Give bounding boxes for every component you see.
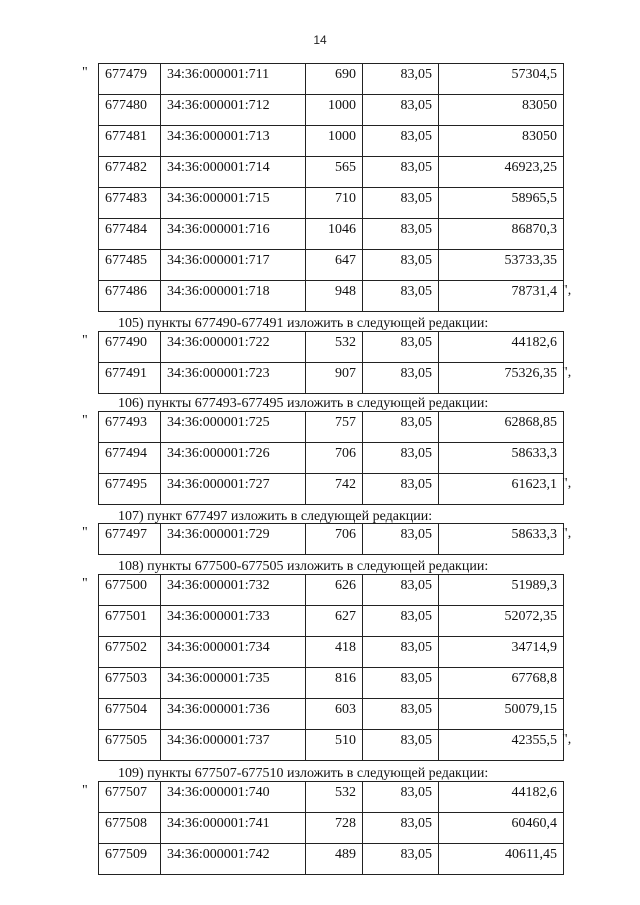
amount-cell: 61623,1 <box>439 474 564 505</box>
area-cell: 510 <box>306 730 363 761</box>
rate-cell: 83,05 <box>363 250 439 281</box>
cadastral-number-cell: 34:36:000001:734 <box>161 637 306 668</box>
cadastral-number-cell: 34:36:000001:736 <box>161 699 306 730</box>
amount-cell: 50079,15 <box>439 699 564 730</box>
cadastral-number-cell: 34:36:000001:732 <box>161 575 306 606</box>
point-number-cell: 677493 <box>99 412 161 443</box>
point-number-cell: 677485 <box>99 250 161 281</box>
rate-cell: 83,05 <box>363 363 439 394</box>
opening-quote: " <box>82 333 88 348</box>
amount-cell: 62868,85 <box>439 412 564 443</box>
closing-quote: ", <box>562 476 572 491</box>
area-cell: 742 <box>306 474 363 505</box>
point-number-cell: 677507 <box>99 782 161 813</box>
table-row <box>99 606 564 637</box>
rate-cell: 83,05 <box>363 64 439 95</box>
table-row <box>99 474 564 505</box>
table-row <box>99 412 564 443</box>
point-number-cell: 677494 <box>99 443 161 474</box>
amount-cell: 75326,35 <box>439 363 564 394</box>
point-number-cell: 677483 <box>99 188 161 219</box>
point-number-cell: 677509 <box>99 844 161 875</box>
table-row <box>99 668 564 699</box>
rate-cell: 83,05 <box>363 126 439 157</box>
cadastral-number-cell: 34:36:000001:718 <box>161 281 306 312</box>
cadastral-number-cell: 34:36:000001:727 <box>161 474 306 505</box>
opening-quote: " <box>82 783 88 798</box>
point-number-cell: 677479 <box>99 64 161 95</box>
rate-cell: 83,05 <box>363 782 439 813</box>
cadastral-number-cell: 34:36:000001:723 <box>161 363 306 394</box>
area-cell: 532 <box>306 332 363 363</box>
point-number-cell: 677503 <box>99 668 161 699</box>
section-heading: 105) пункты 677490-677491 изложить в следующей редакции: <box>118 316 489 331</box>
rate-cell: 83,05 <box>363 443 439 474</box>
cadastral-number-cell: 34:36:000001:713 <box>161 126 306 157</box>
cadastral-number-cell: 34:36:000001:722 <box>161 332 306 363</box>
point-number-cell: 677484 <box>99 219 161 250</box>
area-cell: 418 <box>306 637 363 668</box>
table-row <box>99 281 564 312</box>
rate-cell: 83,05 <box>363 730 439 761</box>
amount-cell: 83050 <box>439 95 564 126</box>
amount-cell: 44182,6 <box>439 782 564 813</box>
page-number: 14 <box>313 33 327 47</box>
point-number-cell: 677491 <box>99 363 161 394</box>
amount-cell: 83050 <box>439 126 564 157</box>
cadastral-number-cell: 34:36:000001:711 <box>161 64 306 95</box>
section-heading: 109) пункты 677507-677510 изложить в следующей редакции: <box>118 766 489 781</box>
area-cell: 627 <box>306 606 363 637</box>
table-row <box>99 524 564 555</box>
table-row <box>99 188 564 219</box>
table-row <box>99 219 564 250</box>
amount-cell: 58633,3 <box>439 443 564 474</box>
area-cell: 626 <box>306 575 363 606</box>
closing-quote: ", <box>562 283 572 298</box>
table-row <box>99 443 564 474</box>
table-row <box>99 250 564 281</box>
table-row <box>99 332 564 363</box>
amount-cell: 60460,4 <box>439 813 564 844</box>
point-number-cell: 677486 <box>99 281 161 312</box>
cadastral-number-cell: 34:36:000001:715 <box>161 188 306 219</box>
cadastral-number-cell: 34:36:000001:726 <box>161 443 306 474</box>
closing-quote: ", <box>562 365 572 380</box>
rate-cell: 83,05 <box>363 606 439 637</box>
point-number-cell: 677508 <box>99 813 161 844</box>
area-cell: 690 <box>306 64 363 95</box>
cadastral-number-cell: 34:36:000001:735 <box>161 668 306 699</box>
points-table <box>98 781 564 875</box>
area-cell: 565 <box>306 157 363 188</box>
point-number-cell: 677497 <box>99 524 161 555</box>
amount-cell: 51989,3 <box>439 575 564 606</box>
points-table <box>98 574 564 761</box>
table-row <box>99 157 564 188</box>
rate-cell: 83,05 <box>363 281 439 312</box>
amount-cell: 46923,25 <box>439 157 564 188</box>
area-cell: 816 <box>306 668 363 699</box>
rate-cell: 83,05 <box>363 332 439 363</box>
area-cell: 948 <box>306 281 363 312</box>
cadastral-number-cell: 34:36:000001:740 <box>161 782 306 813</box>
amount-cell: 57304,5 <box>439 64 564 95</box>
cadastral-number-cell: 34:36:000001:729 <box>161 524 306 555</box>
area-cell: 706 <box>306 443 363 474</box>
area-cell: 647 <box>306 250 363 281</box>
amount-cell: 67768,8 <box>439 668 564 699</box>
rate-cell: 83,05 <box>363 95 439 126</box>
closing-quote: ", <box>562 526 572 541</box>
area-cell: 603 <box>306 699 363 730</box>
table-row <box>99 363 564 394</box>
opening-quote: " <box>82 65 88 80</box>
point-number-cell: 677482 <box>99 157 161 188</box>
area-cell: 710 <box>306 188 363 219</box>
cadastral-number-cell: 34:36:000001:717 <box>161 250 306 281</box>
rate-cell: 83,05 <box>363 575 439 606</box>
amount-cell: 42355,5 <box>439 730 564 761</box>
area-cell: 757 <box>306 412 363 443</box>
points-table <box>98 411 564 505</box>
point-number-cell: 677500 <box>99 575 161 606</box>
rate-cell: 83,05 <box>363 668 439 699</box>
table-row <box>99 637 564 668</box>
table-row <box>99 575 564 606</box>
closing-quote: ", <box>562 732 572 747</box>
points-table <box>98 523 564 555</box>
points-table <box>98 63 564 312</box>
table-row <box>99 699 564 730</box>
point-number-cell: 677502 <box>99 637 161 668</box>
amount-cell: 53733,35 <box>439 250 564 281</box>
area-cell: 532 <box>306 782 363 813</box>
cadastral-number-cell: 34:36:000001:716 <box>161 219 306 250</box>
area-cell: 1000 <box>306 95 363 126</box>
points-table <box>98 331 564 394</box>
area-cell: 706 <box>306 524 363 555</box>
rate-cell: 83,05 <box>363 813 439 844</box>
amount-cell: 86870,3 <box>439 219 564 250</box>
table-row <box>99 782 564 813</box>
cadastral-number-cell: 34:36:000001:714 <box>161 157 306 188</box>
cadastral-number-cell: 34:36:000001:725 <box>161 412 306 443</box>
rate-cell: 83,05 <box>363 699 439 730</box>
table-row <box>99 730 564 761</box>
area-cell: 1000 <box>306 126 363 157</box>
opening-quote: " <box>82 576 88 591</box>
section-heading: 108) пункты 677500-677505 изложить в следующей редакции: <box>118 559 489 574</box>
cadastral-number-cell: 34:36:000001:712 <box>161 95 306 126</box>
rate-cell: 83,05 <box>363 524 439 555</box>
point-number-cell: 677505 <box>99 730 161 761</box>
amount-cell: 44182,6 <box>439 332 564 363</box>
rate-cell: 83,05 <box>363 219 439 250</box>
section-heading: 106) пункты 677493-677495 изложить в следующей редакции: <box>118 396 489 411</box>
cadastral-number-cell: 34:36:000001:742 <box>161 844 306 875</box>
point-number-cell: 677490 <box>99 332 161 363</box>
area-cell: 728 <box>306 813 363 844</box>
table-row <box>99 813 564 844</box>
table-row <box>99 844 564 875</box>
rate-cell: 83,05 <box>363 188 439 219</box>
amount-cell: 78731,4 <box>439 281 564 312</box>
cadastral-number-cell: 34:36:000001:737 <box>161 730 306 761</box>
point-number-cell: 677481 <box>99 126 161 157</box>
cadastral-number-cell: 34:36:000001:741 <box>161 813 306 844</box>
table-row <box>99 95 564 126</box>
point-number-cell: 677504 <box>99 699 161 730</box>
amount-cell: 58633,3 <box>439 524 564 555</box>
amount-cell: 40611,45 <box>439 844 564 875</box>
cadastral-number-cell: 34:36:000001:733 <box>161 606 306 637</box>
table-row <box>99 126 564 157</box>
rate-cell: 83,05 <box>363 637 439 668</box>
rate-cell: 83,05 <box>363 412 439 443</box>
point-number-cell: 677501 <box>99 606 161 637</box>
area-cell: 907 <box>306 363 363 394</box>
table-row <box>99 64 564 95</box>
section-heading: 107) пункт 677497 изложить в следующей редакции: <box>118 509 433 524</box>
area-cell: 489 <box>306 844 363 875</box>
amount-cell: 58965,5 <box>439 188 564 219</box>
rate-cell: 83,05 <box>363 474 439 505</box>
point-number-cell: 677495 <box>99 474 161 505</box>
opening-quote: " <box>82 413 88 428</box>
amount-cell: 52072,35 <box>439 606 564 637</box>
amount-cell: 34714,9 <box>439 637 564 668</box>
point-number-cell: 677480 <box>99 95 161 126</box>
rate-cell: 83,05 <box>363 157 439 188</box>
opening-quote: " <box>82 525 88 540</box>
rate-cell: 83,05 <box>363 844 439 875</box>
area-cell: 1046 <box>306 219 363 250</box>
